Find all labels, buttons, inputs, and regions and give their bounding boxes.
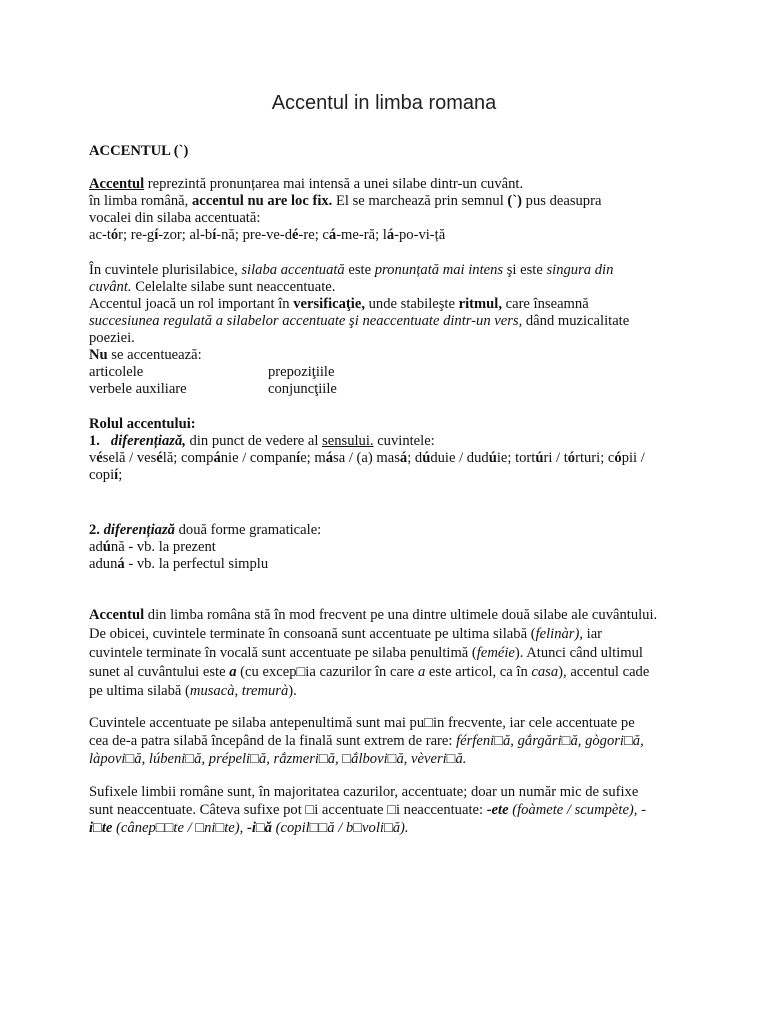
text: şi este xyxy=(503,262,547,278)
rol-example-aduna-prezent xyxy=(89,539,216,556)
italic-text: cuvânt. xyxy=(89,279,132,295)
text: cea de-a patra silabă începând de la finală sunt extrem de rare: xyxy=(89,733,457,749)
rol-heading: Rolul accentului: xyxy=(89,416,196,432)
text: nie / compan xyxy=(220,450,297,466)
item-number: 2. xyxy=(89,522,104,538)
p3-line-1 xyxy=(89,607,657,624)
bold-italic-text: diferențiază, xyxy=(110,433,186,449)
italic-text: casa xyxy=(531,664,559,680)
text: nă - vb. la prezent xyxy=(110,539,216,555)
text: (cu excep□ia cazurilor în care xyxy=(236,664,418,680)
text: care înseamnă xyxy=(501,296,589,312)
text: adun xyxy=(89,556,118,572)
text: ). Atunci când ultimul xyxy=(514,645,643,661)
accent-vowel: ú xyxy=(102,539,111,555)
text: e; m xyxy=(300,450,326,466)
text: în limba română, xyxy=(89,193,192,209)
text: rturi; c xyxy=(575,450,615,466)
list-item-prepozitiile: prepoziţiile xyxy=(268,364,335,380)
p2-line-5: poeziei. xyxy=(89,330,135,346)
text: În cuvintele plurisilabice, xyxy=(89,262,242,278)
bold-text: Nu xyxy=(89,347,108,363)
text: v xyxy=(89,450,97,466)
text: pii / xyxy=(621,450,645,466)
text: pus deasupra xyxy=(522,193,602,209)
p4-line-3: làpovi□ă, lúbeni□ă, prépeli□ă, rắzmeri□ă, □ắlbovi□ă, vèveri□ă. xyxy=(89,751,467,767)
p3-line-3 xyxy=(89,645,643,662)
p5-line-3 xyxy=(89,820,409,837)
rol-item-2 xyxy=(89,522,321,539)
p2-line-3 xyxy=(89,296,589,313)
bold-italic-text: i□te xyxy=(89,820,113,836)
list-item-conjunctiile: conjuncţiile xyxy=(268,381,337,397)
text: ; xyxy=(118,467,123,483)
p3-line-2 xyxy=(89,626,602,643)
text: sunt neaccentuate. Câteva sufixe pot □i accentuate □i neaccentuate: xyxy=(89,802,487,818)
accent-sign: (`) xyxy=(507,193,522,209)
text: pe ultima silabă ( xyxy=(89,683,190,699)
italic-text: silaba accentuată xyxy=(241,262,345,278)
text: ). xyxy=(288,683,297,699)
text: De obicei, cuvintele terminate în consoană sunt accentuate pe ultima silabă ( xyxy=(89,626,536,642)
italic-text: férfeni□ă, gắrgări□ă, gògori□ă, xyxy=(456,733,644,749)
p2-line-4 xyxy=(89,313,629,330)
italic-text: a xyxy=(417,664,426,680)
accent-vowel: á xyxy=(328,227,337,243)
italic-text: (foàmete / scumpète), - xyxy=(508,802,646,818)
bold-text: accentul nu are loc fix. xyxy=(191,193,333,209)
accent-vowel: á xyxy=(117,556,125,572)
text: -po-vi-ță xyxy=(394,227,446,243)
text: din punct de vedere al xyxy=(185,433,323,449)
text: iar xyxy=(583,626,603,642)
bold-italic-text: a xyxy=(229,664,237,680)
accent-vowel: í xyxy=(154,227,159,243)
bold-text: ritmul, xyxy=(458,296,502,312)
text: ri / t xyxy=(543,450,568,466)
text: sa / (a) mas xyxy=(333,450,400,466)
p2-line-2 xyxy=(89,279,335,296)
italic-text: pronunțată mai intens xyxy=(374,262,504,278)
bold-text: Accentul xyxy=(89,607,145,623)
accent-vowel: é xyxy=(96,450,103,466)
bold-italic-text: -i□ă xyxy=(246,820,272,836)
italic-text: musacà, tremurà xyxy=(189,683,289,699)
text: lă; comp xyxy=(162,450,214,466)
accent-vowel: ú xyxy=(488,450,497,466)
text: Accentul joacă un rol important în xyxy=(89,296,294,312)
accent-vowel: í xyxy=(296,450,301,466)
text: ; d xyxy=(407,450,423,466)
text: El se marchează prin semnul xyxy=(332,193,508,209)
accent-vowel: á xyxy=(325,450,334,466)
text: este xyxy=(344,262,375,278)
accent-vowel: ú xyxy=(422,450,431,466)
p1-line-2 xyxy=(89,193,601,210)
bold-text: versificaţie, xyxy=(293,296,365,312)
p4-line-1: Cuvintele accentuate pe silaba antepenultimă sunt mai pu□in frecvente, iar cele accentuate pe xyxy=(89,715,635,731)
accent-vowel: ú xyxy=(535,450,544,466)
text: cuvintele: xyxy=(373,433,435,449)
text: ad xyxy=(89,539,103,555)
accent-vowel: é xyxy=(156,450,163,466)
list-item-verbele-auxiliare: verbele auxiliare xyxy=(89,381,187,397)
document-title: Accentul in limba romana xyxy=(271,92,497,114)
p3-line-5 xyxy=(89,683,297,700)
list-item-articolele: articolele xyxy=(89,364,144,380)
p1-line-3: vocalei din silaba accentuată: xyxy=(89,210,261,226)
text: reprezintă pronunțarea mai intensă a unei silabe dintr-un cuvânt. xyxy=(144,176,524,192)
underlined-text: sensului. xyxy=(322,433,374,449)
accent-vowel: á xyxy=(399,450,408,466)
text: copi xyxy=(89,467,115,483)
text: r; re-g xyxy=(118,227,155,243)
accent-vowel: í xyxy=(212,227,217,243)
text: -nă; pre-ve-d xyxy=(216,227,293,243)
section-heading: ACCENTUL (`) xyxy=(89,143,189,159)
p5-line-2 xyxy=(89,802,646,819)
accent-vowel: ó xyxy=(614,450,622,466)
italic-text: succesiunea regulată a silabelor accentuate şi neaccentuate dintr-un vers, xyxy=(89,313,523,329)
p3-line-4 xyxy=(89,664,649,681)
text: din limba româna stă în mod frecvent pe una dintre ultimele două silabe ale cuvântului. xyxy=(144,607,658,623)
italic-text: feméie xyxy=(476,645,515,661)
item-number: 1. xyxy=(89,433,100,449)
p1-examples xyxy=(89,227,445,244)
italic-text: (cânep□□te / □ni□te), xyxy=(112,820,247,836)
p5-line-1: Sufixele limbii române sunt, în majoritatea cazurilor, accentuate; doar un număr mic de sufixe xyxy=(89,784,639,800)
italic-text: (copil□□ă / b□voli□ă). xyxy=(271,820,409,836)
bold-italic-text: diferențiază xyxy=(103,522,175,538)
text: sunet al cuvântului este xyxy=(89,664,230,680)
italic-text: singura din xyxy=(546,262,614,278)
text: ac-t xyxy=(89,227,111,243)
rol-examples-1 xyxy=(89,450,645,467)
p1-line-1 xyxy=(89,176,523,193)
rol-examples-2 xyxy=(89,467,122,484)
text: este articol, ca în xyxy=(425,664,532,680)
accent-vowel: ó xyxy=(110,227,119,243)
rol-example-aduna-perfect xyxy=(89,556,268,573)
italic-text: felinàr), xyxy=(535,626,583,642)
text: dând muzicalitate xyxy=(522,313,630,329)
bold-italic-text: -ete xyxy=(486,802,509,818)
text: selă / ves xyxy=(102,450,157,466)
text: ie; tort xyxy=(496,450,536,466)
text: cuvintele terminate în vocală sunt accentuate pe silaba penultimă ( xyxy=(89,645,477,661)
text: se accentuează: xyxy=(107,347,202,363)
text: Celelalte silabe sunt neaccentuate. xyxy=(131,279,336,295)
text: două forme gramaticale: xyxy=(174,522,322,538)
p2-line-1 xyxy=(89,262,613,279)
term-accentul: Accentul xyxy=(89,176,145,192)
text: -me-ră; l xyxy=(336,227,387,243)
accent-vowel: á xyxy=(213,450,221,466)
p2-line-6 xyxy=(89,347,202,364)
text: -zor; al-b xyxy=(158,227,213,243)
accent-vowel: ó xyxy=(567,450,576,466)
text: unde stabileşte xyxy=(364,296,459,312)
rol-item-1 xyxy=(89,433,435,450)
accent-vowel: á xyxy=(386,227,395,243)
accent-vowel: é xyxy=(292,227,299,243)
accent-vowel: í xyxy=(114,467,119,483)
text: duie / dud xyxy=(430,450,489,466)
p4-line-2 xyxy=(89,733,644,750)
text: -re; c xyxy=(298,227,329,243)
text: - vb. la perfectul simplu xyxy=(124,556,269,572)
text: ), accentul cade xyxy=(558,664,650,680)
